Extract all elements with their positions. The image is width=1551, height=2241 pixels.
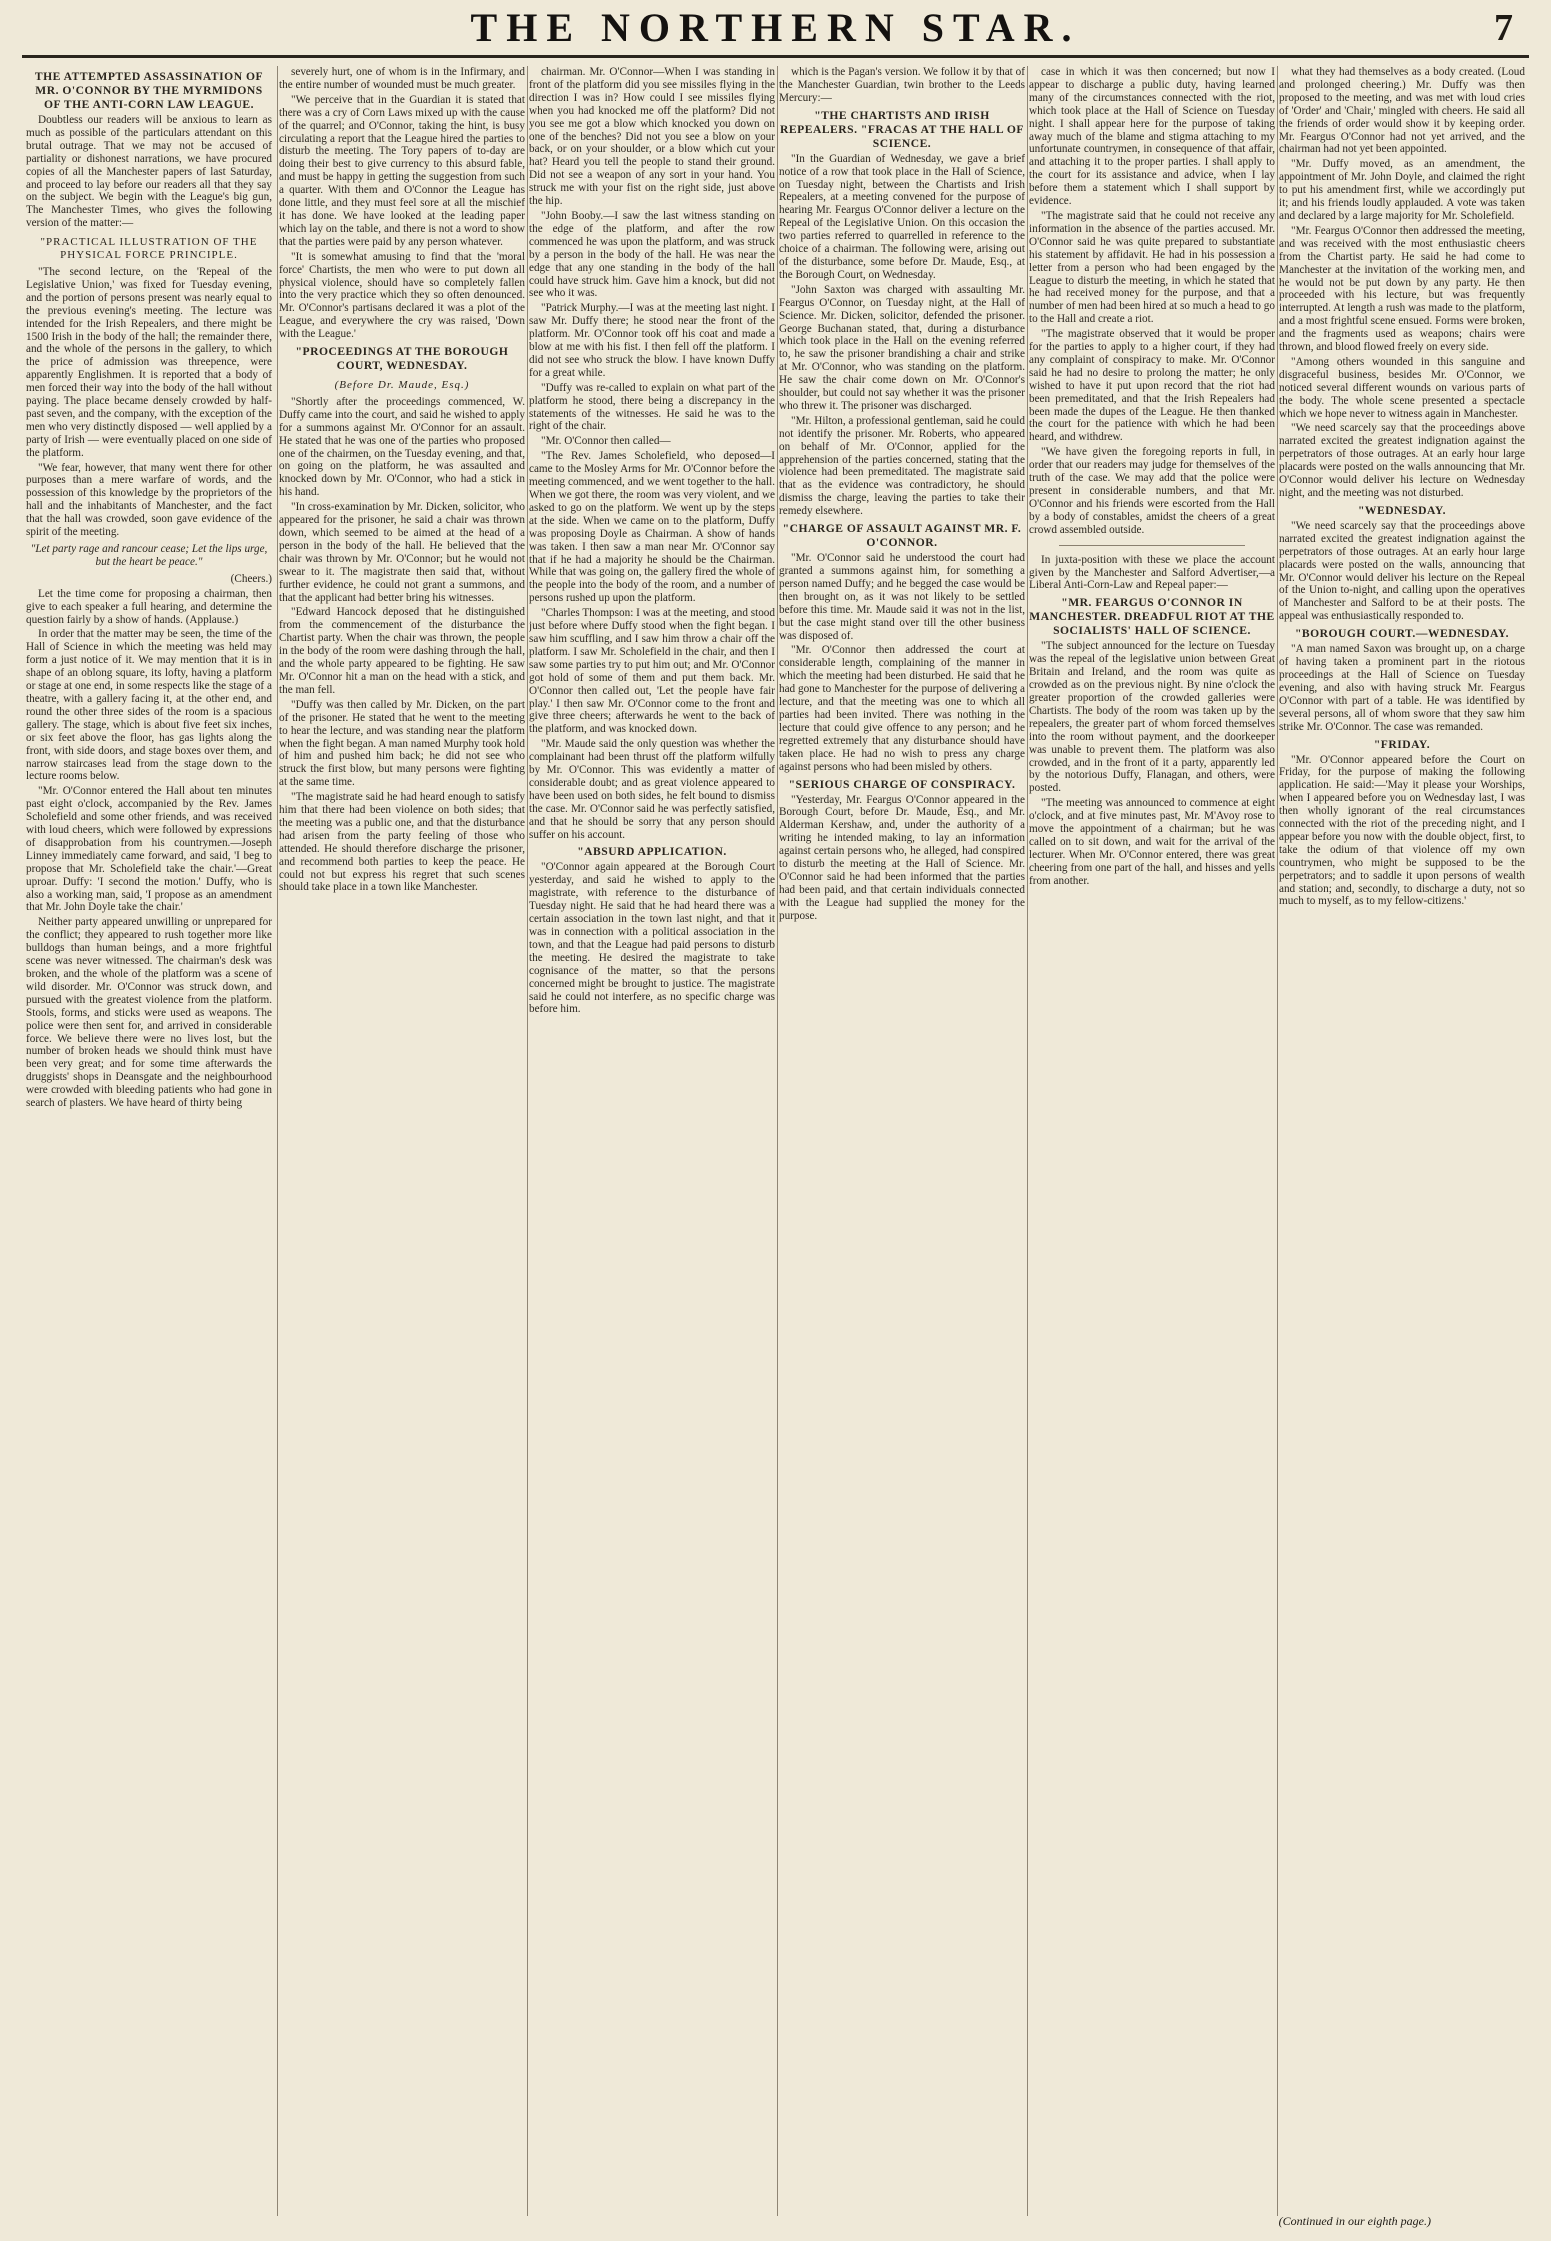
paragraph: "Mr. Feargus O'Connor then addressed the meeting, and was received with the most enthusiastic cheers from the Chartist party. He said he had come to Manchester at the invitation of the working men, and he would not be put down by any party. He then proceeded with his lecture, but was frequently interrupted. At length a rush was made to the platform, and a most frightful scene ensued. Forms were broken, and the fragments used as weapons; chairs were thrown, and blood flowed freely on every side.: [1279, 224, 1525, 354]
paragraph: "In cross-examination by Mr. Dicken, solicitor, who appeared for the prisoner, he said a chair was thrown down, which seemed to be aimed at the head of a person in the body of the hall. He believed that the chair was thrown by Mr. O'Connor; but he would not swear to it. The magistrate then said that, without further evidence, he could not grant a summons, and that the applicant had better bring his witnesses.: [279, 501, 525, 604]
paragraph: "Edward Hancock deposed that he distinguished from the commencement of the disturbance the Chartist party. When the chair was thrown, the people in the body of the room were dashing through the hall, and the whole party appeared to be fighting. He saw Mr. O'Connor hit a man on the head with a stick, and the man fell.: [279, 606, 525, 696]
paragraph: In juxta-position with these we place the account given by the Manchester and Salford Advertiser,—a Liberal Anti-Corn-Law and Repeal paper:—: [1029, 553, 1275, 592]
paragraph: In order that the matter may be seen, the time of the Hall of Science in which the meeting was held may form a just notice of it. We may mention that it is in shape of an oblong square, its lofty, having a platform or stage at one end, in some respects like the stage of a theatre, with a gallery facing it, at the other end, and round the other three sides of the room is a spacious gallery. The stage, which is about five feet six inches, or six feet above the floor, has gas lights along the front, with side doors, and stage boxes over them, and narrow staircases lead from the stage down to the lecture rooms below.: [26, 628, 272, 783]
subheading: "PRACTICAL ILLUSTRATION OF THE PHYSICAL FORCE PRINCIPLE.: [40, 236, 258, 262]
section-heading: "CHARGE OF ASSAULT AGAINST MR. F. O'CONNOR.: [782, 522, 1022, 550]
column-5: [1029, 66, 1275, 2216]
paragraph: Neither party appeared unwilling or unprepared for the conflict; they appeared to rush together more like bulldogs than human beings, and a more frightful scene was never witnessed. The chairman's desk was broken, and the whole of the platform was a scene of wild disorder. Mr. O'Connor was struck down, and pursued with the greatest violence from the platform. Stools, forms, and sticks were used as weapons. The police were then sent for, and arrived in considerable force. We believe there were no lives lost, but the number of broken heads we should think must have been very great; and for some time afterwards the druggists' shops in Deansgate and the neighbourhood were crowded with bleeding patients who had gone in search of plasters. We have heard of thirty being: [26, 916, 272, 1110]
newspaper-title: THE NORTHERN STAR.: [470, 5, 1081, 50]
paragraph: case in which it was then concerned; but now I appear to discharge a public duty, having learned many of the circumstances connected with the riot, which took place at the Hall of Science on Tuesday night. I shall appear here for the purpose of taking away much of the blame and stigma attaching to my unfortunate countrymen, in consequence of that affair, and attaching it to the proper parties. I shall apply to the court for its assistance and advice, when I lay before them a statement which I shall support by evidence.: [1029, 66, 1275, 208]
column-rule: [527, 66, 528, 2216]
paragraph: "We need scarcely say that the proceedings above narrated excited the greatest indignation against the perpetrators of those outrages. At an early hour large placards were posted on the walls, announcing that Mr. O'Connor would deliver his lecture on the Repeal of the Union to-night, and calling upon the operatives of Manchester and Salford to be at their posts. The appeal was enthusiastically responded to.: [1279, 519, 1525, 623]
paragraph: "The magistrate said that he could not receive any information in the absence of the parties accused. Mr. O'Connor said he was quite prepared to substantiate his statement by affidavit. He had in his possession a letter from a person who had been engaged by the League to disturb the meeting, in which he stated that he had received money for the purpose, and that a number of men had been hired at so much a head to go to the Hall and create a riot.: [1029, 209, 1275, 326]
section-heading: "ABSURD APPLICATION.: [577, 845, 727, 859]
paragraph: "Mr. Duffy moved, as an amendment, the appointment of Mr. John Doyle, and claimed the right to put his amendment first, while we accordingly put it; and his friends loudly applauded. A vote was taken and declared by a large majority for Mr. Scholefield.: [1279, 158, 1525, 222]
paragraph: chairman. Mr. O'Connor—When I was standing in front of the platform did you see missiles flying in the direction I was in? How could I see missiles flying when you had knocked me off the platform? Did not you see me got a blow which knocked you down on one of the benches? Did not you see a blow on your back, or on your shoulder, or a blow which cut your hat? Heard you tell the people to stand their ground. Did not see a weapon of any sort in your hand. You struck me with your fist on the right side, just above the hip.: [529, 66, 775, 208]
column-4: [779, 66, 1025, 2216]
column-1: [26, 66, 272, 2216]
column-6: [1279, 66, 1525, 2216]
paragraph: "The magistrate observed that it would be proper for the parties to apply to a higher court, if they had any complaint of conspiracy to make. Mr. O'Connor said he had no desire to prolong the matter; he only wished to have it put upon record that the riot had been premeditated, and that the Irish Repealers had been made the dupes of the League. He then thanked the court for the patience with which he had been heard, and withdrew.: [1029, 328, 1275, 444]
paragraph: "Mr. O'Connor entered the Hall about ten minutes past eight o'clock, accompanied by the Rev. James Scholefield and some other friends, and was received with loud cheers, which were followed by expressions of disapprobation from his countrymen.—Joseph Linney immediately came forward, and said, 'I beg to propose that Mr. Scholefield take the chair.'—Great uproar. Duffy: 'I second the motion.' Duffy, who is also a working man, said, 'I propose as an amendment that Mr. John Doyle take the chair.': [26, 785, 272, 914]
paragraph: "Mr. O'Connor then addressed the court at considerable length, complaining of the manner in which the meeting had been disturbed. He said that he had gone to Manchester for the purpose of delivering a lecture, and that the meeting was one to which all parties had been invited. There was nothing in the lecture that could give offence to any person; and he regretted extremely that any disturbance should have taken place. He had no wish to press any charge against persons who had been misled by others.: [779, 644, 1025, 773]
section-heading: "SERIOUS CHARGE OF CONSPIRACY.: [788, 777, 1016, 791]
continued-note: (Continued in our eighth page.): [1278, 2214, 1431, 2228]
paragraph: "Yesterday, Mr. Feargus O'Connor appeared in the Borough Court, before Dr. Maude, Esq., and Mr. Alderman Kershaw, and, under the authority of a writing he intended making, to lay an information against certain persons who, he alleged, had conspired to disturb the meeting at the Hall of Science. Mr. O'Connor said he had been informed that the parties had been paid, and that certain individuals connected with the League had supplied the money for the purpose.: [779, 793, 1025, 922]
section-heading: "THE CHARTISTS AND IRISH REPEALERS. "FRACAS AT THE HALL OF SCIENCE.: [780, 108, 1024, 150]
section-heading: "FRIDAY.: [1373, 737, 1431, 751]
column-2: [279, 66, 525, 2216]
paragraph: "It is somewhat amusing to find that the 'moral force' Chartists, the men who were to put down all physical violence, should have so completely fallen into the very practice which they so often denounced. Mr. O'Connor's partisans declared it was a plot of the League, and everywhere the cry was raised, 'Down with the League.': [279, 250, 525, 341]
paragraph: severely hurt, one of whom is in the Infirmary, and the entire number of wounded must be much greater.: [279, 66, 525, 91]
paragraph: "The magistrate said he had heard enough to satisfy him that there had been violence on both sides; that the meeting was a public one, and that the disturbance had arisen from the party feeling of those who attended. He should therefore discharge the prisoner, and recommend both parties to keep the peace. He could not but express his regret that such scenes should take place in a town like Manchester.: [279, 791, 525, 894]
column-rule: [1277, 66, 1278, 2216]
column-rule: [277, 66, 278, 2216]
paragraph: "Shortly after the proceedings commenced, W. Duffy came into the court, and said he wished to apply for a summons against Mr. O'Connor for an assault. He stated that he was one of the parties who proposed one of the chairmen, on the Tuesday evening, and that, on going on the platform, he was assaulted and knocked down by Mr. O'Connor, who had a stick in his hand.: [279, 395, 525, 499]
paragraph: "Charles Thompson: I was at the meeting, and stood just before where Duffy stood when the fight began. I saw him scuffling, and I saw him throw a chair off the platform. I saw Mr. Scholefield in the chair, and then I saw some parties try to put him out; and Mr. O'Connor got hold of some of them and put them back. Mr. O'Connor then called out, 'Let the people have fair play.' I then saw Mr. O'Connor come to the front and give three cheers; afterwards he went to the back of the platform, and was knocked down.: [529, 607, 775, 736]
applause-note: (Cheers.): [230, 572, 272, 585]
paragraph: "Mr. O'Connor said he understood the court had granted a summons against him, for something a person named Duffy; and he begged the case would be then brought on, as it was not likely to be settled before this time. Mr. Maude said it was not in the list, but the case might stand over till the other business was disposed of.: [779, 552, 1025, 642]
column-3: [529, 66, 775, 2216]
paragraph: "Mr. Maude said the only question was whether the complainant had been thrust off the platform wilfully by Mr. O'Connor. This was evidently a matter of considerable doubt; and as great violence appeared to have been used on both sides, he felt bound to dismiss the case. Mr. O'Connor said he was perfectly satisfied, and that he should be sorry that any person should suffer on his account.: [529, 738, 775, 841]
paragraph: "O'Connor again appeared at the Borough Court yesterday, and said he wished to apply to the magistrate, with reference to the disturbance of Tuesday night. He said that he had heard there was a certain association in the town last night, and that it was in connection with a political association in the town, and that the League had paid persons to disturb the meeting. He desired the magistrate to take cognisance of the matter, so that the persons concerned might be brought to justice. The magistrate said he could not interfere, as no specific charge was before him.: [529, 861, 775, 1016]
paragraph: "Duffy was then called by Mr. Dicken, on the part of the prisoner. He stated that he went to the meeting to hear the lecture, and was standing near the platform when the fight began. A man named Murphy took hold of him and pushed him back; he did not see who struck the first blow, but many persons were fighting at the same time.: [279, 698, 525, 789]
paragraph: "We perceive that in the Guardian it is stated that there was a cry of Corn Laws mixed up with the cause of the quarrel; and O'Connor, taking the hint, is busy circulating a report that the League hired the parties to disturb the meeting. The Tory papers of to-day are doing their best to give currency to this absurd fable, and must be happy in getting the suggestion from such a quarter. With them and O'Connor the League has done little, and they must feel sore at all the mischief it has done. We have looked at the leading paper which lay on the table, and there is not a word to show that the parties were paid by any person whatever.: [279, 93, 525, 248]
paragraph: "Duffy was re-called to explain on what part of the platform he stood, there being a discrepancy in the statements of the witnesses. He said he was to the right of the chair.: [529, 381, 775, 433]
section-heading: "BOROUGH COURT.—WEDNESDAY.: [1294, 627, 1510, 641]
section-heading: "PROCEEDINGS AT THE BOROUGH COURT, WEDNESDAY.: [295, 345, 509, 373]
paragraph: "The meeting was announced to commence at eight o'clock, and at five minutes past, Mr. M'Avoy rose to move the appointment of a chairman; but he was called on to sit down, and wait for the arrival of the lecturer. When Mr. O'Connor entered, there was great cheering from one part of the hall, and hisses and yells from another.: [1029, 797, 1275, 887]
section-heading: "WEDNESDAY.: [1357, 503, 1447, 517]
section-heading: "MR. FEARGUS O'CONNOR IN MANCHESTER. DREADFUL RIOT AT THE SOCIALISTS' HALL OF SCIENCE.: [1029, 596, 1275, 638]
paragraph: "Mr. Hilton, a professional gentleman, said he could not identify the prisoner. Mr. Roberts, who appeared on behalf of Mr. O'Connor, applied for the apprehension of the parties concerned, stating that the violence had been premeditated. The magistrate said that as the evidence was contradictory, he should dismiss the charge, leaving the parties to take their remedy elsewhere.: [779, 414, 1025, 518]
paragraph: "John Saxton was charged with assaulting Mr. Feargus O'Connor, on Tuesday night, at the Hall of Science. Mr. Dicken, solicitor, defended the prisoner. George Buchanan stated, that, during a disturbance which took place in the Hall on the evening referred to, he saw the prisoner brandishing a chair and strike at Mr. O'Connor, who was standing on the platform. He saw the chair come down on Mr. O'Connor's shoulder, but could not say whether it was the prisoner who threw it. The prisoner was discharged.: [779, 283, 1025, 412]
masthead: [0, 0, 1551, 60]
paragraph: "We have given the foregoing reports in full, in order that our readers may judge for themselves of the truth of the case. We may add that the police were present in considerable numbers, and that Mr. O'Connor and his friends were escorted from the Hall by a body of constables, amidst the cheers of a great crowd assembled outside.: [1029, 446, 1275, 536]
paragraph: "In the Guardian of Wednesday, we gave a brief notice of a row that took place in the Hall of Science, on Tuesday night, between the Chartists and Irish Repealers, at a meeting convened for the purpose of hearing Mr. Feargus O'Connor deliver a lecture on the Repeal of the Legislative Union. On this occasion the two parties referred to quarrelled in reference to the choice of a chairman. The following were, arising out of the disturbance, some before Dr. Maude, Esq., at the Borough Court, on Wednesday.: [779, 152, 1025, 281]
paragraph: which is the Pagan's version. We follow it by that of the Manchester Guardian, twin brother to the Leeds Mercury:—: [779, 66, 1025, 104]
paragraph: Doubtless our readers will be anxious to learn as much as possible of the particulars attendant on this brutal outrage. That we may not be accused of partiality or dishonest narrations, we have procured copies of all the Manchester papers of last Saturday, and proceed to lay before our readers all that they say on the subject. We begin with the League's big gun, The Manchester Times, who gives the following version of the matter:—: [26, 114, 272, 230]
paragraph: Let the time come for proposing a chairman, then give to each speaker a full hearing, and determine the question fairly by a show of hands. (Applause.): [26, 587, 272, 626]
paragraph: "Among others wounded in this sanguine and disgraceful business, besides Mr. O'Connor, we noticed several different wounds on various parts of the body. The whole scene presented a spectacle which we hope never to witness again in Manchester.: [1279, 355, 1525, 420]
paragraph: "We fear, however, that many went there for other purposes than a mere warfare of words, and the possession of this knowledge by the proprietors of the hall and the inhabitants of Manchester, and the fact that the hall was crowded, soon gave evidence of the spirit of the meeting.: [26, 461, 272, 539]
paragraph: what they had themselves as a body created. (Loud and prolonged cheering.) Mr. Duffy was then proposed to the meeting, and was met with loud cries of 'Order' and 'Chair,' mingled with cheers. He said all the friends of order would show it by keeping order. Mr. Feargus O'Connor had not yet arrived, and the chairman had not yet been appointed.: [1279, 66, 1525, 156]
paragraph: "We need scarcely say that the proceedings above narrated excited the greatest indignation against the perpetrators of those outrages. At an early hour large placards were posted on the walls announcing that Mr. O'Connor would deliver his lecture on Wednesday night, and the meeting was not disturbed.: [1279, 422, 1525, 499]
column-rule: [777, 66, 778, 2216]
paragraph: "The subject announced for the lecture on Tuesday was the repeal of the legislative union between Great Britain and Ireland, and the room was quite as crowded as on the previous night. By nine o'clock the greater proportion of the crowded galleries were Chartists. The body of the room was taken up by the repealers, the greater part of whom forced themselves into the room without payment, and the doorkeeper was unable to prevent them. The platform was also crowded, and in the front of it a party, apparently led by the notorious Duffy, Flanagan, and others, were posted.: [1029, 640, 1275, 795]
subheading: (Before Dr. Maude, Esq.): [334, 379, 470, 392]
article-headline: THE ATTEMPTED ASSASSINATION OF MR. O'CONNOR BY THE MYRMIDONS OF THE ANTI-CORN LAW LEAGUE.: [34, 70, 264, 111]
masthead-rule: [22, 55, 1529, 58]
paragraph: "The second lecture, on the 'Repeal of the Legislative Union,' was fixed for Tuesday evening, and the portion of persons present was nearly equal to the previous evening's meeting. The lecture was intended for the Irish Repealers, and there might be 1500 Irish in the body of the hall; the remainder there, and the whole of the persons in the gallery, to which the price of admission was threepence, were apparently Englishmen. It is reported that a body of men forced their way into the body of the hall without paying. The place became densely crowded by half-past seven, and the company, with the exception of the men who very distinctly disposed — well applied by a party of Irish — were eventually placed on one side of the platform.: [26, 265, 272, 459]
paragraph: "A man named Saxon was brought up, on a charge of having taken a prominent part in the riotous proceedings at the Hall of Science on Tuesday evening, and also with having struck Mr. Feargus O'Connor with part of a table. He was identified by several persons, all of whom swore that they saw him strike Mr. O'Connor. The case was remanded.: [1279, 643, 1525, 733]
paragraph: "Mr. O'Connor then called—: [541, 435, 671, 448]
paragraph: "The Rev. James Scholefield, who deposed—I came to the Mosley Arms for Mr. O'Connor before the meeting commenced, and we went together to the hall. When we got there, the room was very violent, and we asked to go on the platform. We went up by the steps at the side. When we came on to the platform, Duffy was proposing Doyle as Chairman. A show of hands was taken. I then saw a man near Mr. O'Connor say that if he had a majority he should be the Chairman. While that was going on, the gallery fired the whole of the people into the body of the room, and a number of persons rushed up upon the platform.: [529, 450, 775, 605]
paragraph: "John Booby.—I saw the last witness standing on the edge of the platform, and after the row commenced he was upon the platform, and was struck by a person in the body of the hall. He was near the edge that any one standing in the body of the hall could have struck him. Gave him a knock, but did not see who it was.: [529, 209, 775, 300]
paragraph: "Patrick Murphy.—I was at the meeting last night. I saw Mr. Duffy there; he stood near the front of the platform. Mr. O'Connor took off his coat and made a blow at me with his fist. I then fell off the platform. I did not see who struck the blow. I have known Duffy for a great while.: [529, 302, 775, 379]
page-number: 7: [1494, 7, 1513, 49]
paragraph: "Mr. O'Connor appeared before the Court on Friday, for the purpose of making the following application. He said:—'May it please your Worships, when I appeared before you on Wednesday last, I was then wholly ignorant of the real circumstances connected with the riot of the preceding night, and I appear before you now with the double object, first, to take the odium of that violence off my own countrymen, who might be supposed to be the perpetrators; and to saddle it upon persons of wealth and station; and, secondly, to discharge a duty, not so much to myself, as to my fellow-citizens.': [1279, 753, 1525, 908]
verse-quote: "Let party rage and rancour cease; Let the lips urge, but the heart be peace.": [30, 543, 268, 568]
section-divider: [1059, 545, 1245, 546]
column-rule: [1027, 66, 1028, 2216]
